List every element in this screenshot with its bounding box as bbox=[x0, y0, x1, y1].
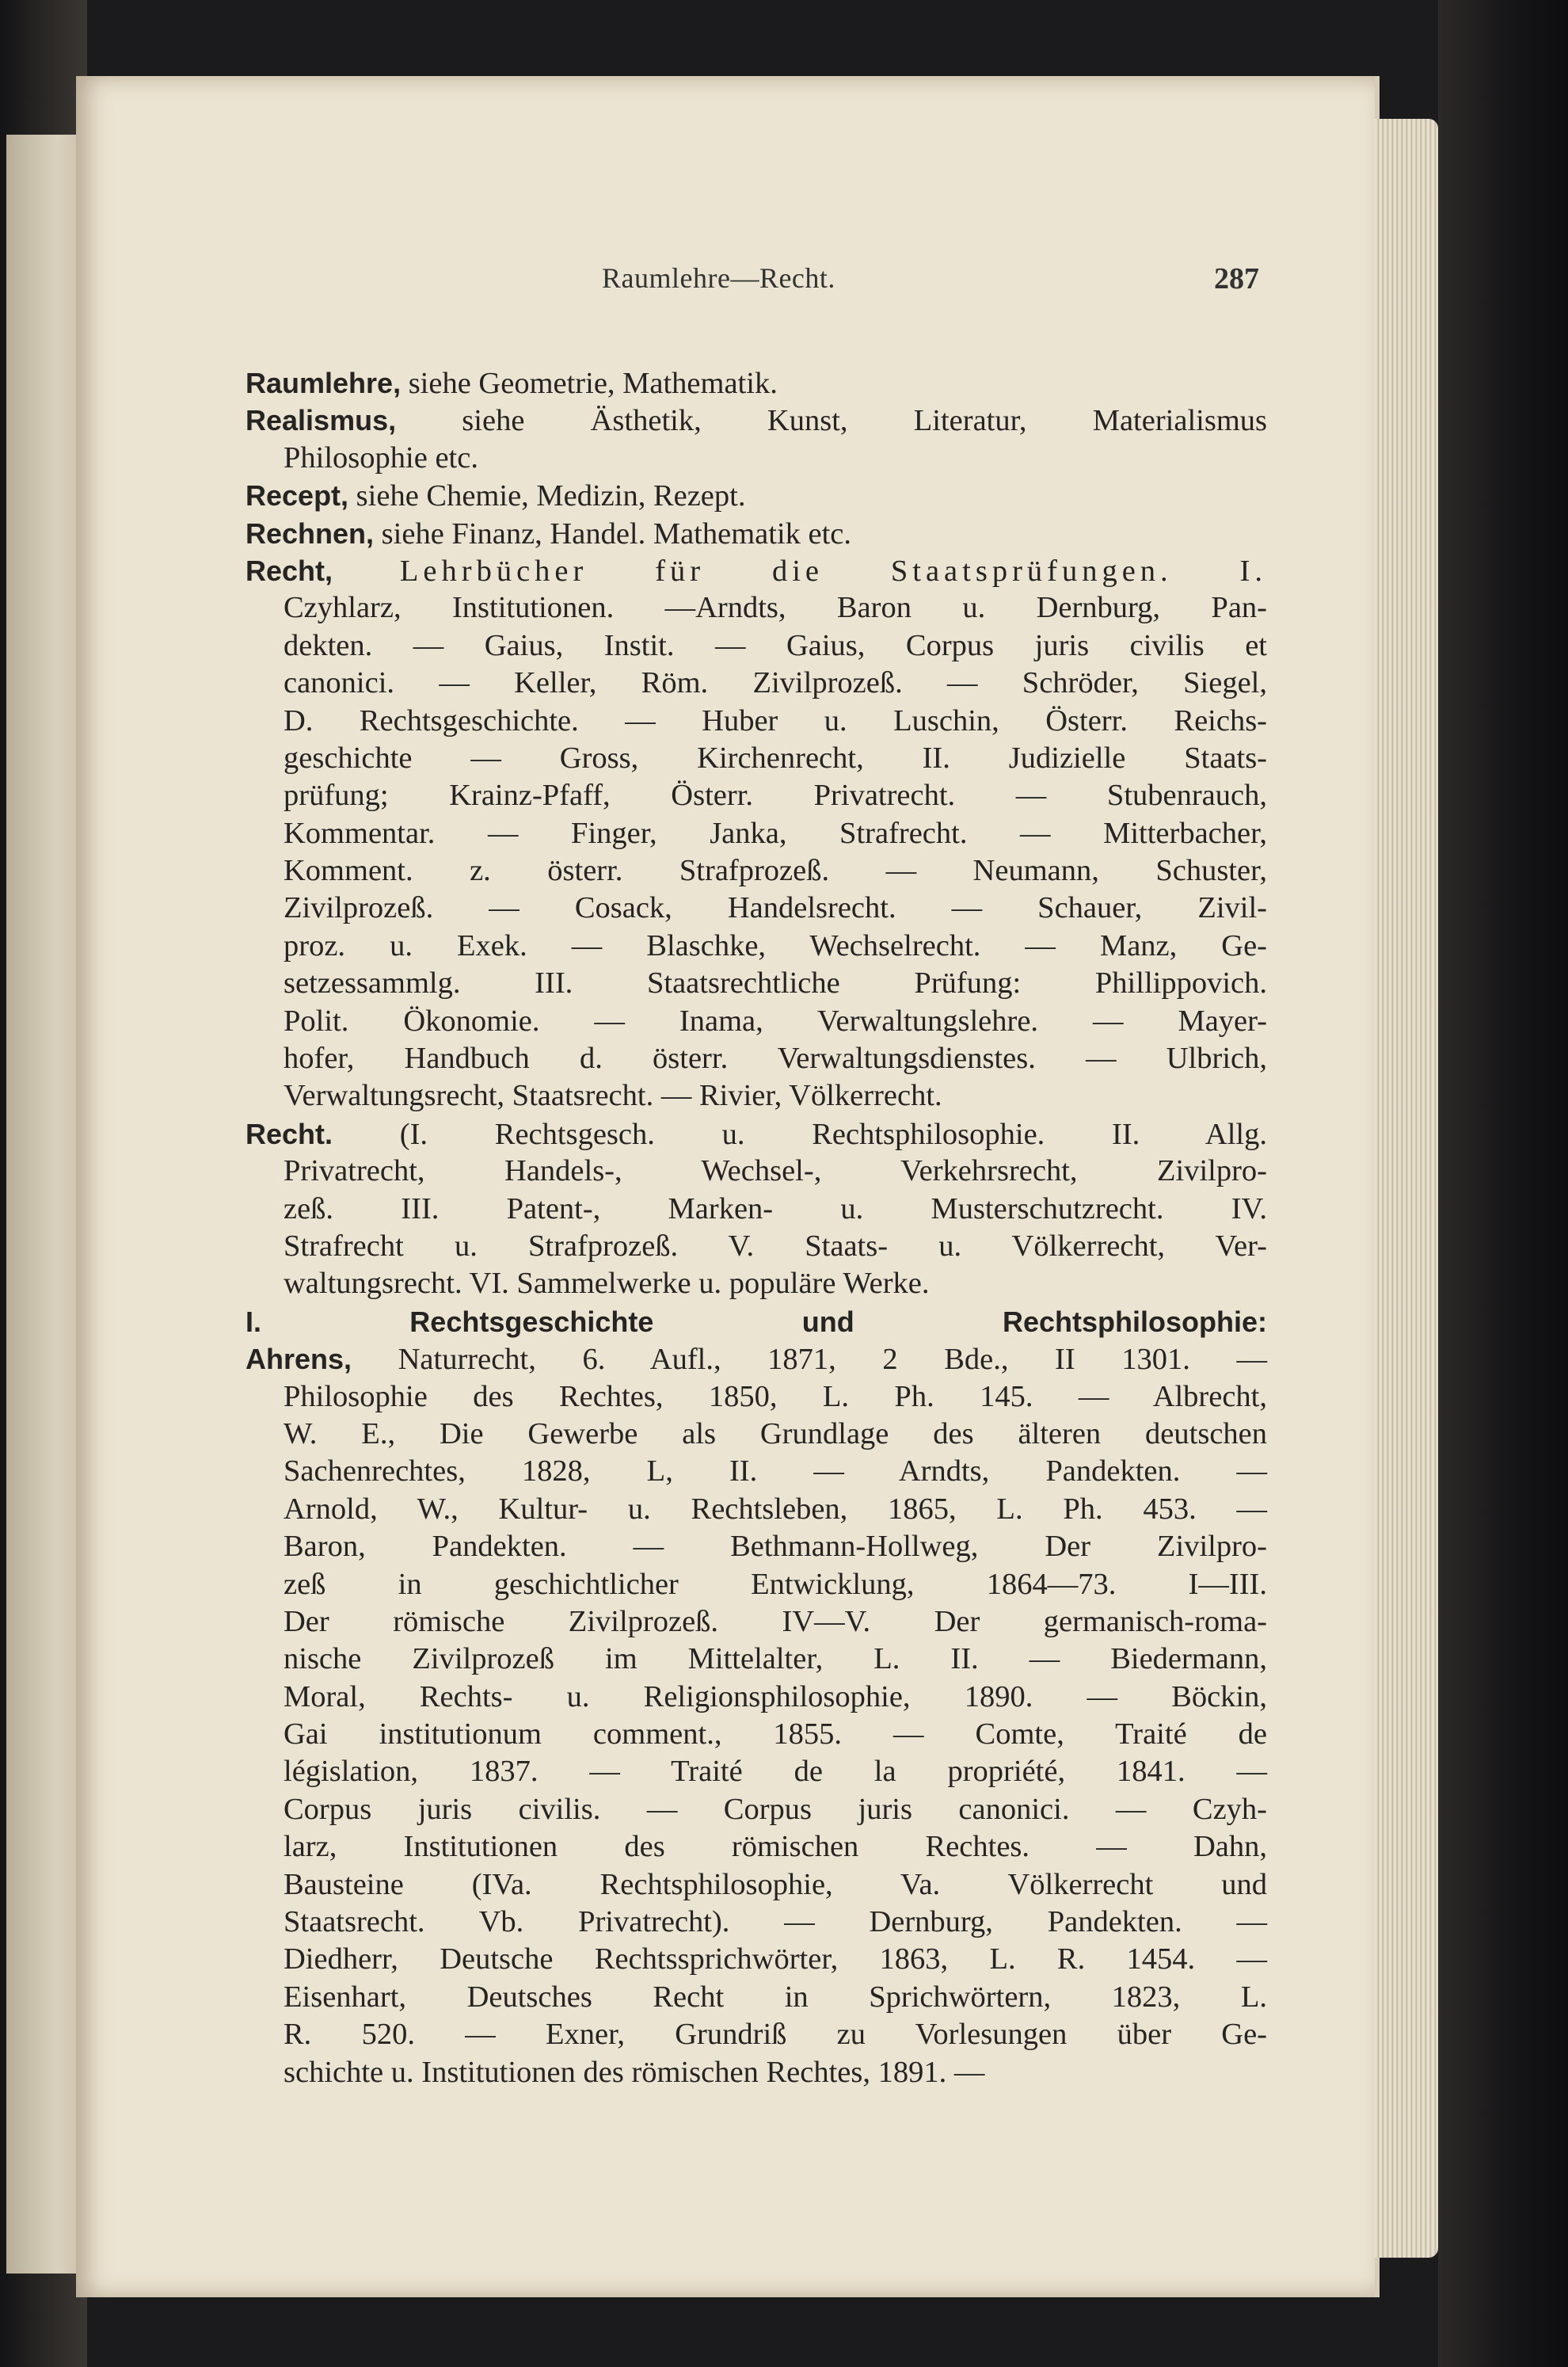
entry-text: Arnold, W., Kultur- u. Rechtsleben, 1865, L. Ph. 453. — bbox=[284, 1492, 1267, 1526]
entry-text: nische Zivilprozeß im Mittelalter, L. II. — Biedermann, bbox=[284, 1642, 1267, 1676]
text-line bbox=[245, 928, 1267, 965]
text-line bbox=[245, 1866, 1267, 1904]
entry-text: Staatsrecht. Vb. Privatrecht). — Dernburg, Pandekten. — bbox=[284, 1905, 1267, 1939]
page-number: 287 bbox=[1214, 262, 1259, 295]
text-line bbox=[245, 1453, 1267, 1490]
entry-text: geschichte — Gross, Kirchenrecht, II. Judizielle Staats- bbox=[284, 741, 1267, 775]
text-line bbox=[245, 2016, 1267, 2053]
entry-text: setzessammlg. III. Staatsrechtliche Prüfung: Phillippovich. bbox=[284, 966, 1267, 1001]
entry-text: Eisenhart, Deutsches Recht in Sprichwörtern, 1823, L. bbox=[284, 1980, 1267, 2014]
text-line bbox=[245, 1416, 1267, 1453]
text-line bbox=[245, 2054, 1267, 2091]
entry-keyword: Raumlehre, bbox=[245, 367, 402, 399]
text-line bbox=[245, 1378, 1267, 1416]
text-line bbox=[245, 1566, 1267, 1603]
entry-text: siehe Finanz, Handel. Mathematik etc. bbox=[374, 516, 852, 551]
text-line bbox=[245, 552, 1267, 589]
text-line bbox=[245, 515, 1267, 552]
entry-text: Kommentar. — Finger, Janka, Strafrecht. — Mitterbacher, bbox=[284, 816, 1267, 850]
entry-text: Czyhlarz, Institutionen. —Arndts, Baron u. Dernburg, Pan- bbox=[284, 591, 1267, 625]
page-text bbox=[245, 364, 1267, 2091]
text-line bbox=[245, 1904, 1267, 1941]
entry-text: Lehrbücher für die Staatsprüfungen. I. bbox=[333, 554, 1267, 588]
entry-text: hofer, Handbuch d. österr. Verwaltungsdienstes. — Ulbrich, bbox=[284, 1042, 1267, 1076]
entry-keyword: Recht, bbox=[245, 554, 333, 587]
entry-text: schichte u. Institutionen des römischen Rechtes, 1891. — bbox=[284, 2055, 985, 2089]
entry-text: Der römische Zivilprozeß. IV—V. Der germanisch-roma- bbox=[284, 1604, 1267, 1638]
entry-keyword: Recept, bbox=[245, 479, 349, 513]
entry-text: Verwaltungsrecht, Staatsrecht. — Rivier, Völkerrecht. bbox=[284, 1079, 942, 1113]
running-title: Raumlehre—Recht. bbox=[602, 262, 835, 294]
text-line bbox=[245, 1040, 1267, 1077]
entry-text: dekten. — Gaius, Instit. — Gaius, Corpus juris civilis et bbox=[284, 628, 1267, 662]
entry-keyword: Ahrens, bbox=[245, 1343, 352, 1376]
entry-text: siehe Chemie, Medizin, Rezept. bbox=[348, 479, 746, 513]
text-line bbox=[245, 1641, 1267, 1678]
text-line bbox=[245, 1528, 1267, 1565]
text-line bbox=[245, 890, 1267, 927]
entry-text: Sachenrechtes, 1828, L, II. — Arndts, Pandekten. — bbox=[284, 1454, 1267, 1488]
entry-text: siehe Ästhetik, Kunst, Literatur, Materialismus bbox=[396, 404, 1267, 438]
running-header bbox=[277, 261, 1259, 309]
text-line bbox=[245, 1603, 1267, 1641]
entry-text: Moral, Rechts- u. Religionsphilosophie, 1890. — Böckin, bbox=[284, 1679, 1267, 1713]
entry-keyword: I. Rechtsgeschichte und Rechtsphilosophie: bbox=[245, 1305, 1267, 1338]
entry-text: proz. u. Exek. — Blaschke, Wechselrecht. — Manz, Ge- bbox=[284, 928, 1267, 962]
text-line bbox=[245, 402, 1267, 439]
text-line bbox=[245, 440, 1267, 477]
text-line bbox=[245, 1828, 1267, 1866]
text-line bbox=[245, 477, 1267, 514]
text-line bbox=[245, 703, 1267, 740]
entry-text: législation, 1837. — Traité de la propriété, 1841. — bbox=[284, 1755, 1267, 1789]
entry-keyword: Rechnen, bbox=[245, 516, 375, 550]
text-line bbox=[245, 740, 1267, 777]
text-line bbox=[245, 589, 1267, 627]
entry-text: Zivilprozeß. — Cosack, Handelsrecht. — Schauer, Zivil- bbox=[284, 891, 1267, 925]
text-line bbox=[245, 1265, 1267, 1302]
text-line bbox=[245, 1077, 1267, 1115]
entry-text: zeß in geschichtlicher Entwicklung, 1864—73. I—III. bbox=[284, 1567, 1267, 1601]
book-cover-right bbox=[1438, 0, 1568, 2367]
entry-text: Polit. Ökonomie. — Inama, Verwaltungslehre. — Mayer- bbox=[284, 1004, 1267, 1038]
text-line bbox=[245, 815, 1267, 852]
entry-keyword: Realismus, bbox=[245, 404, 397, 437]
text-line bbox=[245, 852, 1267, 890]
entry-text: Baron, Pandekten. — Bethmann-Hollweg, Der Zivilpro- bbox=[284, 1530, 1267, 1564]
entry-text: Gai institutionum comment., 1855. — Comte, Traité de bbox=[284, 1717, 1267, 1751]
text-line bbox=[245, 1716, 1267, 1753]
text-line bbox=[245, 1491, 1267, 1528]
text-line bbox=[245, 364, 1267, 402]
text-line bbox=[245, 1228, 1267, 1265]
text-line bbox=[245, 1153, 1267, 1190]
entry-text: zeß. III. Patent-, Marken- u. Musterschutzrecht. IV. bbox=[284, 1191, 1267, 1225]
text-line bbox=[245, 1003, 1267, 1040]
entry-text: Diedherr, Deutsche Rechtssprichwörter, 1863, L. R. 1454. — bbox=[284, 1942, 1267, 1976]
entry-text: waltungsrecht. VI. Sammelwerke u. populäre Werke. bbox=[284, 1267, 930, 1301]
entry-text: Naturrecht, 6. Aufl., 1871, 2 Bde., II 1301. — bbox=[352, 1343, 1267, 1377]
entry-text: (I. Rechtsgesch. u. Rechtsphilosophie. II. Allg. bbox=[333, 1117, 1267, 1151]
entry-text: Philosophie etc. bbox=[284, 440, 478, 475]
entry-text: Strafrecht u. Strafprozeß. V. Staats- u. Völkerrecht, Ver- bbox=[284, 1229, 1267, 1263]
text-line bbox=[245, 1979, 1267, 2016]
text-line bbox=[245, 777, 1267, 814]
text-line bbox=[245, 1753, 1267, 1790]
entry-text: Philosophie des Rechtes, 1850, L. Ph. 145. — Albrecht, bbox=[284, 1379, 1267, 1413]
text-line bbox=[245, 665, 1267, 702]
text-line bbox=[245, 965, 1267, 1002]
entry-text: larz, Institutionen des römischen Rechtes. — Dahn, bbox=[284, 1830, 1267, 1864]
previous-page-edge bbox=[6, 135, 78, 2274]
text-line bbox=[245, 1115, 1267, 1153]
entry-text: Komment. z. österr. Strafprozeß. — Neumann, Schuster, bbox=[284, 854, 1267, 888]
entry-text: R. 520. — Exner, Grundriß zu Vorlesungen über Ge- bbox=[284, 2018, 1267, 2052]
page-stack-edges bbox=[1375, 119, 1438, 2258]
entry-text: W. E., Die Gewerbe als Grundlage des älteren deutschen bbox=[284, 1416, 1267, 1450]
entry-text: Corpus juris civilis. — Corpus juris canonici. — Czyh- bbox=[284, 1792, 1267, 1826]
text-line bbox=[245, 1340, 1267, 1378]
entry-text: Bausteine (IVa. Rechtsphilosophie, Va. Völkerrecht und bbox=[284, 1867, 1267, 1901]
text-line bbox=[245, 1679, 1267, 1716]
entry-text: siehe Geometrie, Mathematik. bbox=[401, 367, 778, 400]
entry-text: D. Rechtsgeschichte. — Huber u. Luschin, Österr. Reichs- bbox=[284, 703, 1267, 738]
entry-text: prüfung; Krainz-Pfaff, Österr. Privatrecht. — Stubenrauch, bbox=[284, 779, 1267, 813]
entry-text: Privatrecht, Handels-, Wechsel-, Verkehrsrecht, Zivilpro- bbox=[284, 1154, 1267, 1188]
text-line bbox=[245, 1191, 1267, 1228]
entry-text: canonici. — Keller, Röm. Zivilprozeß. — Schröder, Siegel, bbox=[284, 666, 1267, 700]
text-line bbox=[245, 1941, 1267, 1978]
entry-keyword: Recht. bbox=[245, 1117, 333, 1150]
text-line bbox=[245, 1791, 1267, 1828]
text-line bbox=[245, 1303, 1267, 1340]
text-line bbox=[245, 627, 1267, 665]
